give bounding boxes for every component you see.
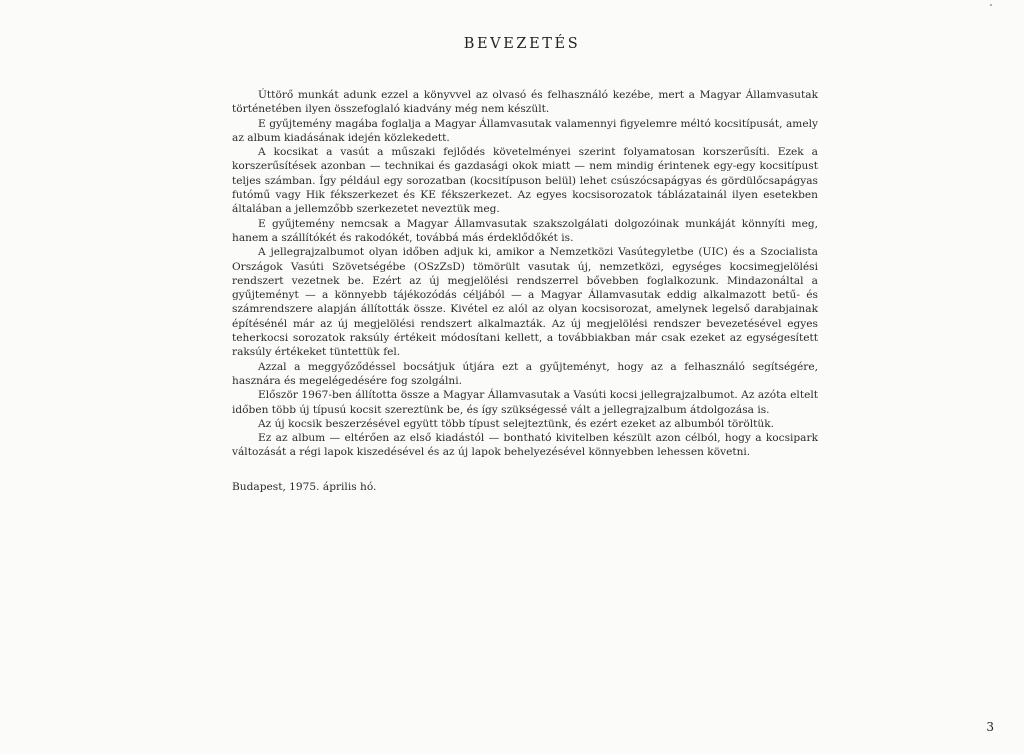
paragraph-9: Ez az album — eltérően az első kiadástól — bontható kivitelben készült azon célból, hogy a kocsipark változását a régi lapok kiszedésével és az új lapok behelyezésével könnyebben lehessen követni. (232, 432, 818, 459)
body-text (232, 88, 818, 494)
page-number: 3 (986, 720, 994, 734)
date-line: Budapest, 1975. április hó. (232, 480, 377, 493)
paragraph-2: E gyűjtemény magába foglalja a Magyar Államvasutak valamennyi figyelemre méltó kocsitípusát, amely az album kiadásának idején közlekedett. (232, 117, 818, 144)
scan-speck (990, 4, 992, 6)
paragraph-7: Először 1967-ben állította össze a Magyar Államvasutak a Vasúti kocsi jellegrajzalbumot. Az azóta eltelt időben több új típusú kocsit szereztünk be, és így szükségessé vált a jellegrajzalbum átdolgozása is. (232, 389, 818, 416)
paragraph-1: Úttörő munkát adunk ezzel a könyvvel az olvasó és felhasználó kezébe, mert a Magyar Államvasutak történetében ilyen összefoglaló kiadvány még nem készült. (232, 89, 818, 116)
paragraph-3: A kocsikat a vasút a műszaki fejlődés követelményei szerint folyamatosan korszerűsíti. Ezek a korszerűsítések azonban — technikai és gazdasági okok miatt — nem mindig érintenek egy-egy kocsitípust teljes számban. Így például egy sorozatban (kocsitípuson belül) lehet csúszócsapágyas és gördülőcsapágyas futómű vagy Hik fékszerkezet és KE fékszerkezet. Az egyes kocsisorozatok táblázatainál ilyen esetekben általában a jellemzőbb szerkezetet neveztük meg. (232, 146, 818, 216)
page-title: BEVEZETÉS (463, 36, 581, 52)
paragraph-5: A jellegrajzalbumot olyan időben adjuk ki, amikor a Nemzetközi Vasútegyletbe (UIC) és a Szocialista Országok Vasúti Szövetségébe (OSzZsD) tömörült vasutak új, nemzetközi, egységes kocsimegjelölési rendszert vezetnek be. Ezért az új megjelölési rendszerrel bővebben foglalkozunk. Mindazonáltal a gyűjteményt — a könnyebb tájékozódás céljából — a Magyar Államvasutak eddig alkalmazott betű- és számrendszere alapján állították össze. Kivétel ez alól az olyan kocsisorozat, amelynek legelső darabjainak építésénél már az új megjelölési rendszert alkalmazták. Az új megjelölési rendszer bevezetésével egyes teherkocsi sorozatok raksúly értékeit módosítani kellett, a továbbiakban már csak ezeket az egységesített raksúly értékeket tüntettük fel. (232, 246, 818, 359)
paragraph-4: E gyűjtemény nemcsak a Magyar Államvasutak szakszolgálati dolgozóinak munkáját könnyíti meg, hanem a szállítókét és rakodókét, továbbá más érdeklődőkét is. (232, 217, 818, 244)
paragraph-6: Azzal a meggyőződéssel bocsátjuk útjára ezt a gyűjteményt, hogy az a felhasználó segítségére, hasznára és megelégedésére fog szolgálni. (232, 360, 818, 387)
paragraph-8: Az új kocsik beszerzésével együtt több típust selejteztünk, és ezért ezeket az albumból töröltük. (258, 417, 774, 430)
